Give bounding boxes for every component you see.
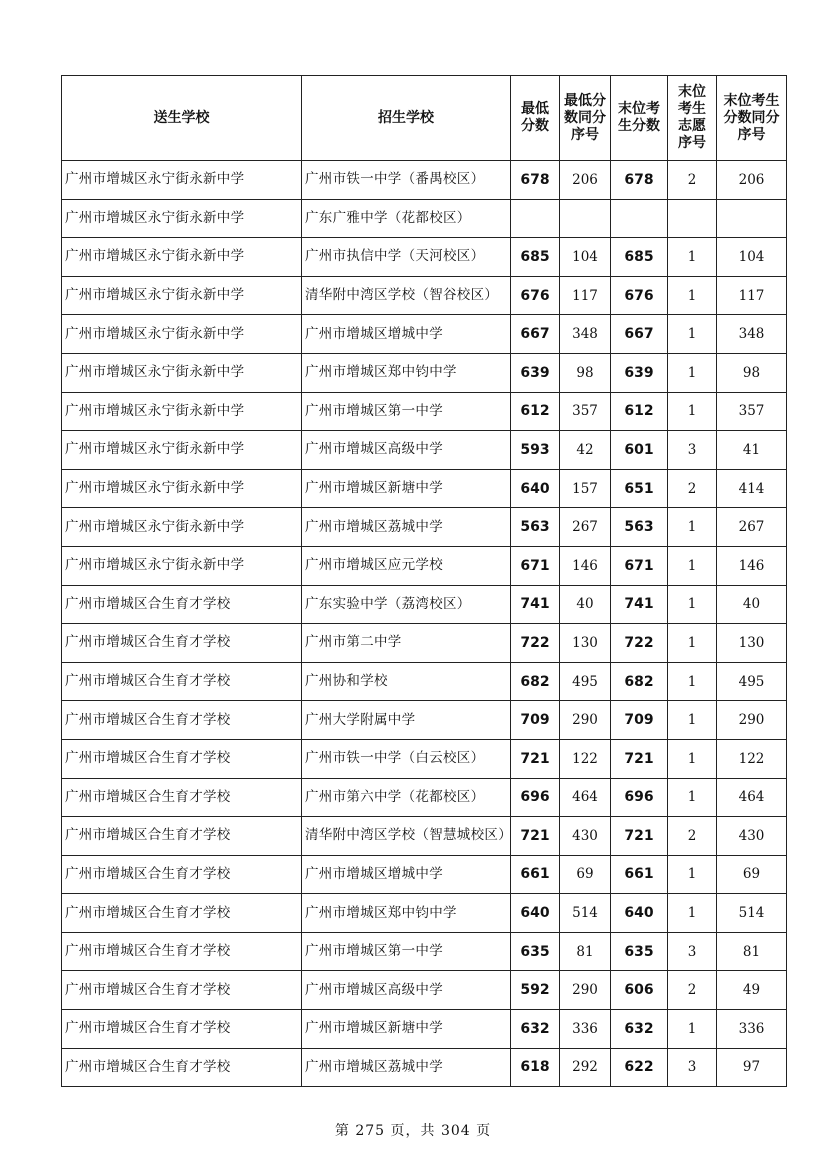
lowest-score-cell: 563 <box>511 508 560 547</box>
lowest-score-cell: 640 <box>511 469 560 508</box>
last-student-tie-rank-cell: 97 <box>717 1048 787 1087</box>
last-student-choice-rank-cell: 1 <box>668 855 717 894</box>
sending-school-cell: 广州市增城区永宁街永新中学 <box>62 508 302 547</box>
sending-school-cell: 广州市增城区合生育才学校 <box>62 855 302 894</box>
table-row <box>62 199 787 238</box>
last-student-tie-rank-cell: 414 <box>717 469 787 508</box>
last-student-score-cell: 651 <box>611 469 668 508</box>
table-row <box>62 276 787 315</box>
table-header-row <box>62 76 787 161</box>
last-student-tie-rank-cell: 98 <box>717 353 787 392</box>
admitting-school-cell: 广州市增城区第一中学 <box>302 392 511 431</box>
last-student-choice-rank-cell: 1 <box>668 508 717 547</box>
lowest-score-tie-rank-cell: 40 <box>560 585 611 624</box>
last-student-tie-rank-cell: 81 <box>717 932 787 971</box>
lowest-score-cell: 685 <box>511 238 560 277</box>
last-student-tie-rank-cell: 336 <box>717 1010 787 1049</box>
lowest-score-tie-rank-cell: 464 <box>560 778 611 817</box>
table-body <box>62 161 787 1087</box>
lowest-score-tie-rank-cell: 348 <box>560 315 611 354</box>
last-student-tie-rank-cell: 69 <box>717 855 787 894</box>
last-student-score-cell: 685 <box>611 238 668 277</box>
lowest-score-tie-rank-cell: 69 <box>560 855 611 894</box>
lowest-score-cell: 667 <box>511 315 560 354</box>
last-student-tie-rank-cell: 146 <box>717 546 787 585</box>
last-student-score-cell: 721 <box>611 739 668 778</box>
lowest-score-tie-rank-cell: 290 <box>560 701 611 740</box>
last-student-choice-rank-cell: 1 <box>668 701 717 740</box>
lowest-score-cell: 696 <box>511 778 560 817</box>
last-student-tie-rank-cell <box>717 199 787 238</box>
table-row <box>62 739 787 778</box>
lowest-score-tie-rank-cell: 104 <box>560 238 611 277</box>
last-student-choice-rank-cell: 2 <box>668 469 717 508</box>
lowest-score-tie-rank-cell <box>560 199 611 238</box>
lowest-score-cell: 682 <box>511 662 560 701</box>
table-row <box>62 238 787 277</box>
sending-school-cell: 广州市增城区合生育才学校 <box>62 662 302 701</box>
last-student-choice-rank-cell: 2 <box>668 817 717 856</box>
lowest-score-cell: 593 <box>511 431 560 470</box>
lowest-score-tie-rank-cell: 146 <box>560 546 611 585</box>
table-row <box>62 469 787 508</box>
sending-school-cell: 广州市增城区合生育才学校 <box>62 778 302 817</box>
admitting-school-cell: 广州市增城区第一中学 <box>302 932 511 971</box>
lowest-score-tie-rank-cell: 430 <box>560 817 611 856</box>
lowest-score-cell: 612 <box>511 392 560 431</box>
last-student-tie-rank-cell: 348 <box>717 315 787 354</box>
last-student-choice-rank-cell: 1 <box>668 778 717 817</box>
lowest-score-tie-rank-cell: 495 <box>560 662 611 701</box>
lowest-score-tie-rank-cell: 157 <box>560 469 611 508</box>
table-row <box>62 855 787 894</box>
lowest-score-cell: 661 <box>511 855 560 894</box>
header-last-student-choice-rank: 末位 考生 志愿 序号 <box>668 76 717 161</box>
last-student-score-cell: 696 <box>611 778 668 817</box>
last-student-score-cell: 709 <box>611 701 668 740</box>
last-student-tie-rank-cell: 130 <box>717 624 787 663</box>
header-lowest-score-tie-rank: 最低分 数同分 序号 <box>560 76 611 161</box>
header-admitting-school: 招生学校 <box>302 76 511 161</box>
lowest-score-tie-rank-cell: 357 <box>560 392 611 431</box>
lowest-score-tie-rank-cell: 290 <box>560 971 611 1010</box>
last-student-score-cell: 682 <box>611 662 668 701</box>
lowest-score-tie-rank-cell: 514 <box>560 894 611 933</box>
last-student-tie-rank-cell: 267 <box>717 508 787 547</box>
header-last-student-tie-rank: 末位考生 分数同分 序号 <box>717 76 787 161</box>
last-student-tie-rank-cell: 430 <box>717 817 787 856</box>
last-student-tie-rank-cell: 357 <box>717 392 787 431</box>
last-student-choice-rank-cell: 1 <box>668 585 717 624</box>
admission-score-table <box>61 75 787 1087</box>
last-student-choice-rank-cell: 1 <box>668 894 717 933</box>
sending-school-cell: 广州市增城区永宁街永新中学 <box>62 546 302 585</box>
sending-school-cell: 广州市增城区合生育才学校 <box>62 932 302 971</box>
admitting-school-cell: 广州市增城区郑中钧中学 <box>302 353 511 392</box>
last-student-score-cell: 639 <box>611 353 668 392</box>
table-row <box>62 701 787 740</box>
admitting-school-cell: 广东广雅中学（花都校区） <box>302 199 511 238</box>
last-student-choice-rank-cell: 1 <box>668 739 717 778</box>
last-student-score-cell: 601 <box>611 431 668 470</box>
lowest-score-cell: 709 <box>511 701 560 740</box>
table-row <box>62 932 787 971</box>
admitting-school-cell: 广东实验中学（荔湾校区） <box>302 585 511 624</box>
table-row <box>62 161 787 200</box>
table-row <box>62 392 787 431</box>
admitting-school-cell: 清华附中湾区学校（智谷校区） <box>302 276 511 315</box>
last-student-score-cell: 632 <box>611 1010 668 1049</box>
lowest-score-cell: 721 <box>511 817 560 856</box>
sending-school-cell: 广州市增城区合生育才学校 <box>62 971 302 1010</box>
admitting-school-cell: 广州大学附属中学 <box>302 701 511 740</box>
lowest-score-tie-rank-cell: 98 <box>560 353 611 392</box>
last-student-tie-rank-cell: 104 <box>717 238 787 277</box>
table-row <box>62 817 787 856</box>
lowest-score-cell: 639 <box>511 353 560 392</box>
lowest-score-tie-rank-cell: 267 <box>560 508 611 547</box>
lowest-score-cell: 635 <box>511 932 560 971</box>
lowest-score-cell: 592 <box>511 971 560 1010</box>
last-student-choice-rank-cell: 1 <box>668 546 717 585</box>
sending-school-cell: 广州市增城区永宁街永新中学 <box>62 161 302 200</box>
sending-school-cell: 广州市增城区合生育才学校 <box>62 624 302 663</box>
admitting-school-cell: 广州市第二中学 <box>302 624 511 663</box>
sending-school-cell: 广州市增城区合生育才学校 <box>62 739 302 778</box>
last-student-tie-rank-cell: 41 <box>717 431 787 470</box>
last-student-score-cell: 671 <box>611 546 668 585</box>
lowest-score-tie-rank-cell: 81 <box>560 932 611 971</box>
sending-school-cell: 广州市增城区永宁街永新中学 <box>62 431 302 470</box>
header-lowest-score: 最低 分数 <box>511 76 560 161</box>
table-row <box>62 508 787 547</box>
last-student-choice-rank-cell: 1 <box>668 662 717 701</box>
last-student-score-cell: 612 <box>611 392 668 431</box>
table-row <box>62 662 787 701</box>
sending-school-cell: 广州市增城区合生育才学校 <box>62 894 302 933</box>
admitting-school-cell: 广州市铁一中学（白云校区） <box>302 739 511 778</box>
last-student-score-cell <box>611 199 668 238</box>
lowest-score-tie-rank-cell: 117 <box>560 276 611 315</box>
admitting-school-cell: 清华附中湾区学校（智慧城校区） <box>302 817 511 856</box>
admitting-school-cell: 广州市增城区荔城中学 <box>302 508 511 547</box>
lowest-score-cell: 678 <box>511 161 560 200</box>
admitting-school-cell: 广州协和学校 <box>302 662 511 701</box>
table-row <box>62 585 787 624</box>
admitting-school-cell: 广州市增城区增城中学 <box>302 315 511 354</box>
last-student-choice-rank-cell: 1 <box>668 1010 717 1049</box>
admitting-school-cell: 广州市执信中学（天河校区） <box>302 238 511 277</box>
last-student-choice-rank-cell: 1 <box>668 238 717 277</box>
sending-school-cell: 广州市增城区永宁街永新中学 <box>62 199 302 238</box>
last-student-choice-rank-cell: 3 <box>668 431 717 470</box>
sending-school-cell: 广州市增城区永宁街永新中学 <box>62 469 302 508</box>
last-student-score-cell: 722 <box>611 624 668 663</box>
last-student-score-cell: 563 <box>611 508 668 547</box>
admitting-school-cell: 广州市增城区新塘中学 <box>302 469 511 508</box>
lowest-score-cell: 722 <box>511 624 560 663</box>
header-last-student-score: 末位考 生分数 <box>611 76 668 161</box>
lowest-score-cell: 671 <box>511 546 560 585</box>
last-student-choice-rank-cell: 2 <box>668 161 717 200</box>
last-student-score-cell: 721 <box>611 817 668 856</box>
table-row <box>62 431 787 470</box>
table-row <box>62 546 787 585</box>
last-student-score-cell: 676 <box>611 276 668 315</box>
admitting-school-cell: 广州市增城区高级中学 <box>302 431 511 470</box>
sending-school-cell: 广州市增城区永宁街永新中学 <box>62 276 302 315</box>
lowest-score-cell <box>511 199 560 238</box>
lowest-score-cell: 741 <box>511 585 560 624</box>
admitting-school-cell: 广州市铁一中学（番禺校区） <box>302 161 511 200</box>
lowest-score-cell: 676 <box>511 276 560 315</box>
sending-school-cell: 广州市增城区合生育才学校 <box>62 585 302 624</box>
last-student-choice-rank-cell: 3 <box>668 932 717 971</box>
last-student-tie-rank-cell: 122 <box>717 739 787 778</box>
lowest-score-cell: 640 <box>511 894 560 933</box>
table-row <box>62 1048 787 1087</box>
lowest-score-cell: 618 <box>511 1048 560 1087</box>
last-student-tie-rank-cell: 290 <box>717 701 787 740</box>
admitting-school-cell: 广州市增城区应元学校 <box>302 546 511 585</box>
table-row <box>62 624 787 663</box>
sending-school-cell: 广州市增城区永宁街永新中学 <box>62 238 302 277</box>
admitting-school-cell: 广州市增城区增城中学 <box>302 855 511 894</box>
last-student-choice-rank-cell: 1 <box>668 392 717 431</box>
lowest-score-tie-rank-cell: 130 <box>560 624 611 663</box>
table-row <box>62 315 787 354</box>
last-student-score-cell: 678 <box>611 161 668 200</box>
admitting-school-cell: 广州市第六中学（花都校区） <box>302 778 511 817</box>
last-student-choice-rank-cell: 3 <box>668 1048 717 1087</box>
lowest-score-tie-rank-cell: 42 <box>560 431 611 470</box>
last-student-choice-rank-cell: 1 <box>668 353 717 392</box>
last-student-score-cell: 667 <box>611 315 668 354</box>
sending-school-cell: 广州市增城区永宁街永新中学 <box>62 392 302 431</box>
last-student-choice-rank-cell: 1 <box>668 276 717 315</box>
last-student-tie-rank-cell: 495 <box>717 662 787 701</box>
page-number-footer: 第 275 页，共 304 页 <box>334 1123 492 1139</box>
sending-school-cell: 广州市增城区合生育才学校 <box>62 1048 302 1087</box>
last-student-choice-rank-cell: 1 <box>668 624 717 663</box>
sending-school-cell: 广州市增城区永宁街永新中学 <box>62 353 302 392</box>
lowest-score-tie-rank-cell: 292 <box>560 1048 611 1087</box>
last-student-tie-rank-cell: 206 <box>717 161 787 200</box>
lowest-score-tie-rank-cell: 122 <box>560 739 611 778</box>
lowest-score-cell: 632 <box>511 1010 560 1049</box>
sending-school-cell: 广州市增城区合生育才学校 <box>62 1010 302 1049</box>
table-row <box>62 353 787 392</box>
sending-school-cell: 广州市增城区合生育才学校 <box>62 701 302 740</box>
lowest-score-tie-rank-cell: 206 <box>560 161 611 200</box>
last-student-score-cell: 640 <box>611 894 668 933</box>
table-row <box>62 1010 787 1049</box>
last-student-score-cell: 635 <box>611 932 668 971</box>
last-student-tie-rank-cell: 40 <box>717 585 787 624</box>
admitting-school-cell: 广州市增城区郑中钧中学 <box>302 894 511 933</box>
table-row <box>62 894 787 933</box>
table-row <box>62 778 787 817</box>
last-student-choice-rank-cell <box>668 199 717 238</box>
last-student-tie-rank-cell: 464 <box>717 778 787 817</box>
last-student-choice-rank-cell: 2 <box>668 971 717 1010</box>
last-student-tie-rank-cell: 49 <box>717 971 787 1010</box>
header-sending-school: 送生学校 <box>62 76 302 161</box>
last-student-score-cell: 661 <box>611 855 668 894</box>
lowest-score-cell: 721 <box>511 739 560 778</box>
sending-school-cell: 广州市增城区永宁街永新中学 <box>62 315 302 354</box>
last-student-tie-rank-cell: 514 <box>717 894 787 933</box>
last-student-score-cell: 606 <box>611 971 668 1010</box>
last-student-choice-rank-cell: 1 <box>668 315 717 354</box>
last-student-score-cell: 741 <box>611 585 668 624</box>
admitting-school-cell: 广州市增城区新塘中学 <box>302 1010 511 1049</box>
last-student-score-cell: 622 <box>611 1048 668 1087</box>
last-student-tie-rank-cell: 117 <box>717 276 787 315</box>
admitting-school-cell: 广州市增城区高级中学 <box>302 971 511 1010</box>
table-row <box>62 971 787 1010</box>
sending-school-cell: 广州市增城区合生育才学校 <box>62 817 302 856</box>
admitting-school-cell: 广州市增城区荔城中学 <box>302 1048 511 1087</box>
admission-score-table-sheet <box>61 75 786 1087</box>
lowest-score-tie-rank-cell: 336 <box>560 1010 611 1049</box>
